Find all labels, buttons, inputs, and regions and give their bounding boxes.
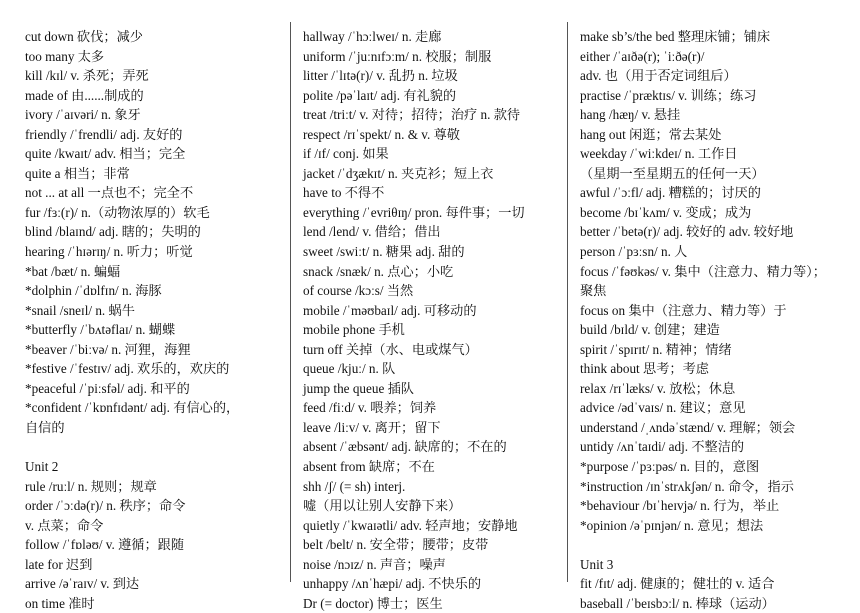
vocabulary-entry: blind /blaɪnd/ adj. 瞎的；失明的 <box>25 224 201 240</box>
vocabulary-entry: made of 由......制成的 <box>25 87 144 103</box>
vocabulary-entry: *purpose /ˈpɜːpəs/ n. 目的，意图 <box>580 459 760 475</box>
vocabulary-entry: 聚焦 <box>580 283 607 299</box>
blank-line <box>25 437 280 457</box>
vocabulary-entry: respect /rɪˈspekt/ n. & v. 尊敬 <box>303 126 460 142</box>
vocabulary-entry: too many 太多 <box>25 48 105 64</box>
vocabulary-entry: weekday /ˈwiːkdeɪ/ n. 工作日 <box>580 146 738 162</box>
vocabulary-entry: cut down 砍伐；减少 <box>25 29 143 44</box>
vocabulary-entry: quietly /ˈkwaɪətli/ adv. 轻声地；安静地 <box>303 517 518 533</box>
vocabulary-entry: sweet /swiːt/ n. 糖果 adj. 甜的 <box>303 244 465 260</box>
vocabulary-entry: hallway /ˈhɔːlweɪ/ n. 走廊 <box>303 29 442 44</box>
vocabulary-entry: leave /liːv/ v. 离开；留下 <box>303 419 441 435</box>
vocabulary-column-2 <box>303 27 561 613</box>
vocabulary-entry: arrive /əˈraɪv/ v. 到达 <box>25 576 140 592</box>
vocabulary-entry: on time 准时 <box>25 595 95 611</box>
unit-heading: Unit 2 <box>25 459 59 475</box>
vocabulary-entry: awful /ˈɔːfl/ adj. 糟糕的；讨厌的 <box>580 185 761 201</box>
vocabulary-entry: *instruction /ɪnˈstrʌkʃən/ n. 命令，指示 <box>580 478 794 494</box>
vocabulary-entry: *festive /ˈfestɪv/ adj. 欢乐的，欢庆的 <box>25 361 230 377</box>
vocabulary-entry: build /bɪld/ v. 创建；建造 <box>580 322 720 338</box>
vocabulary-entry: everything /ˈevriθɪŋ/ pron. 每件事；一切 <box>303 204 525 220</box>
vocabulary-entry: become /bɪˈkʌm/ v. 变成；成为 <box>580 204 752 220</box>
vocabulary-entry: adv. 也（用于否定词组后） <box>580 68 737 84</box>
vocabulary-entry: unhappy /ʌnˈhæpi/ adj. 不快乐的 <box>303 576 482 592</box>
vocabulary-entry: turn off 关掉（水、电或煤气） <box>303 341 478 357</box>
vocabulary-entry: lend /lend/ v. 借给；借出 <box>303 224 441 240</box>
vocabulary-entry: either /ˈaɪðə(r); ˈiːðə(r)/ <box>580 48 705 64</box>
column-divider <box>567 22 568 582</box>
vocabulary-entry: belt /belt/ n. 安全带；腰带；皮带 <box>303 537 489 553</box>
vocabulary-entry: absent from 缺席；不在 <box>303 459 435 475</box>
vocabulary-entry: feed /fiːd/ v. 喂养；饲养 <box>303 400 437 416</box>
vocabulary-entry: spirit /ˈspɪrɪt/ n. 精神；情绪 <box>580 341 732 357</box>
vocabulary-entry: mobile phone 手机 <box>303 322 405 338</box>
vocabulary-entry: hang /hæŋ/ v. 悬挂 <box>580 107 681 123</box>
vocabulary-column-1 <box>25 27 280 613</box>
vocabulary-column-3 <box>580 27 842 613</box>
vocabulary-entry: not ... at all 一点也不；完全不 <box>25 185 194 201</box>
vocabulary-entry: snack /snæk/ n. 点心；小吃 <box>303 263 454 279</box>
vocabulary-entry: treat /triːt/ v. 对待；招待；治疗 n. 款待 <box>303 107 521 123</box>
vocabulary-entry: litter /ˈlɪtə(r)/ v. 乱扔 n. 垃圾 <box>303 68 458 84</box>
vocabulary-entry: late for 迟到 <box>25 556 93 572</box>
vocabulary-entry: rule /ruːl/ n. 规则；规章 <box>25 478 157 494</box>
vocabulary-entry: have to 不得不 <box>303 185 385 201</box>
vocabulary-entry: hang out 闲逛；常去某处 <box>580 126 722 142</box>
vocabulary-entry: Dr (= doctor) 博士；医生 <box>303 595 443 611</box>
vocabulary-entry: *snail /sneɪl/ n. 蜗牛 <box>25 302 135 318</box>
vocabulary-entry: *peaceful /ˈpiːsfəl/ adj. 和平的 <box>25 380 190 396</box>
vocabulary-entry: untidy /ʌnˈtaɪdi/ adj. 不整洁的 <box>580 439 745 455</box>
vocabulary-entry: shh /ʃ/ (= sh) interj. <box>303 478 406 494</box>
vocabulary-entry: mobile /ˈməʊbaɪl/ adj. 可移动的 <box>303 302 477 318</box>
vocabulary-entry: 自信的 <box>25 419 65 435</box>
vocabulary-entry: person /ˈpɜːsn/ n. 人 <box>580 244 688 260</box>
vocabulary-entry: absent /ˈæbsənt/ adj. 缺席的；不在的 <box>303 439 507 455</box>
vocabulary-entry: if /ɪf/ conj. 如果 <box>303 146 389 162</box>
vocabulary-entry: *opinion /əˈpɪnjən/ n. 意见；想法 <box>580 517 764 533</box>
vocabulary-entry: polite /pəˈlaɪt/ adj. 有礼貌的 <box>303 87 457 103</box>
vocabulary-entry: queue /kjuː/ n. 队 <box>303 361 396 377</box>
vocabulary-entry: better /ˈbetə(r)/ adj. 较好的 adv. 较好地 <box>580 224 794 240</box>
vocabulary-entry: friendly /ˈfrendli/ adj. 友好的 <box>25 126 183 142</box>
vocabulary-entry: baseball /ˈbeɪsbɔːl/ n. 棒球（运动） <box>580 595 775 611</box>
vocabulary-entry: hearing /ˈhɪərɪŋ/ n. 听力；听觉 <box>25 244 193 260</box>
vocabulary-entry: quite /kwaɪt/ adv. 相当；完全 <box>25 146 186 162</box>
vocabulary-entry: *behaviour /bɪˈheɪvjə/ n. 行为，举止 <box>580 498 780 514</box>
vocabulary-entry: *bat /bæt/ n. 蝙蝠 <box>25 263 121 279</box>
vocabulary-entry: noise /nɔɪz/ n. 声音；噪声 <box>303 556 446 572</box>
vocabulary-entry: *confident /ˈkɒnfɪdənt/ adj. 有信心的， <box>25 400 240 416</box>
vocabulary-entry: v. 点菜；命令 <box>25 517 104 533</box>
vocabulary-entry: focus /ˈfəʊkəs/ v. 集中（注意力、精力等）； <box>580 263 826 279</box>
vocabulary-entry: 嘘（用以让别人安静下来） <box>303 498 462 514</box>
vocabulary-entry: kill /kɪl/ v. 杀死；弄死 <box>25 68 149 84</box>
vocabulary-entry: relax /rɪˈlæks/ v. 放松；休息 <box>580 380 736 396</box>
unit-heading: Unit 3 <box>580 556 614 572</box>
vocabulary-entry: order /ˈɔːdə(r)/ n. 秩序；命令 <box>25 498 186 514</box>
vocabulary-entry: of course /kɔːs/ 当然 <box>303 283 414 299</box>
column-divider <box>290 22 291 582</box>
vocabulary-entry: uniform /ˈjuːnɪfɔːm/ n. 校服；制服 <box>303 48 492 64</box>
vocabulary-entry: *butterfly /ˈbʌtəflaɪ/ n. 蝴蝶 <box>25 322 176 338</box>
vocabulary-entry: *dolphin /ˈdɒlfɪn/ n. 海豚 <box>25 283 162 299</box>
vocabulary-entry: *beaver /ˈbiːvə/ n. 河狸，海狸 <box>25 341 191 357</box>
vocabulary-entry: think about 思考；考虑 <box>580 361 709 377</box>
vocabulary-entry: jump the queue 插队 <box>303 380 414 396</box>
vocabulary-entry: quite a 相当；非常 <box>25 165 130 181</box>
vocabulary-entry: fur /fɜː(r)/ n.（动物浓厚的）软毛 <box>25 204 210 220</box>
vocabulary-entry: fit /fɪt/ adj. 健康的；健壮的 v. 适合 <box>580 576 775 592</box>
vocabulary-entry: follow /ˈfɒləʊ/ v. 遵循；跟随 <box>25 537 185 553</box>
vocabulary-entry: make sb’s/the bed 整理床铺；铺床 <box>580 29 771 44</box>
blank-line <box>580 535 842 555</box>
vocabulary-entry: （星期一至星期五的任何一天） <box>580 165 765 181</box>
vocabulary-entry: focus on 集中（注意力、精力等）于 <box>580 302 787 318</box>
vocabulary-entry: ivory /ˈaɪvəri/ n. 象牙 <box>25 107 141 123</box>
vocabulary-entry: advice /ədˈvaɪs/ n. 建议；意见 <box>580 400 746 416</box>
vocabulary-entry: jacket /ˈdʒækɪt/ n. 夹克衫；短上衣 <box>303 165 494 181</box>
vocabulary-entry: understand /ˌʌndəˈstænd/ v. 理解；领会 <box>580 419 796 435</box>
vocabulary-entry: practise /ˈpræktɪs/ v. 训练；练习 <box>580 87 757 103</box>
